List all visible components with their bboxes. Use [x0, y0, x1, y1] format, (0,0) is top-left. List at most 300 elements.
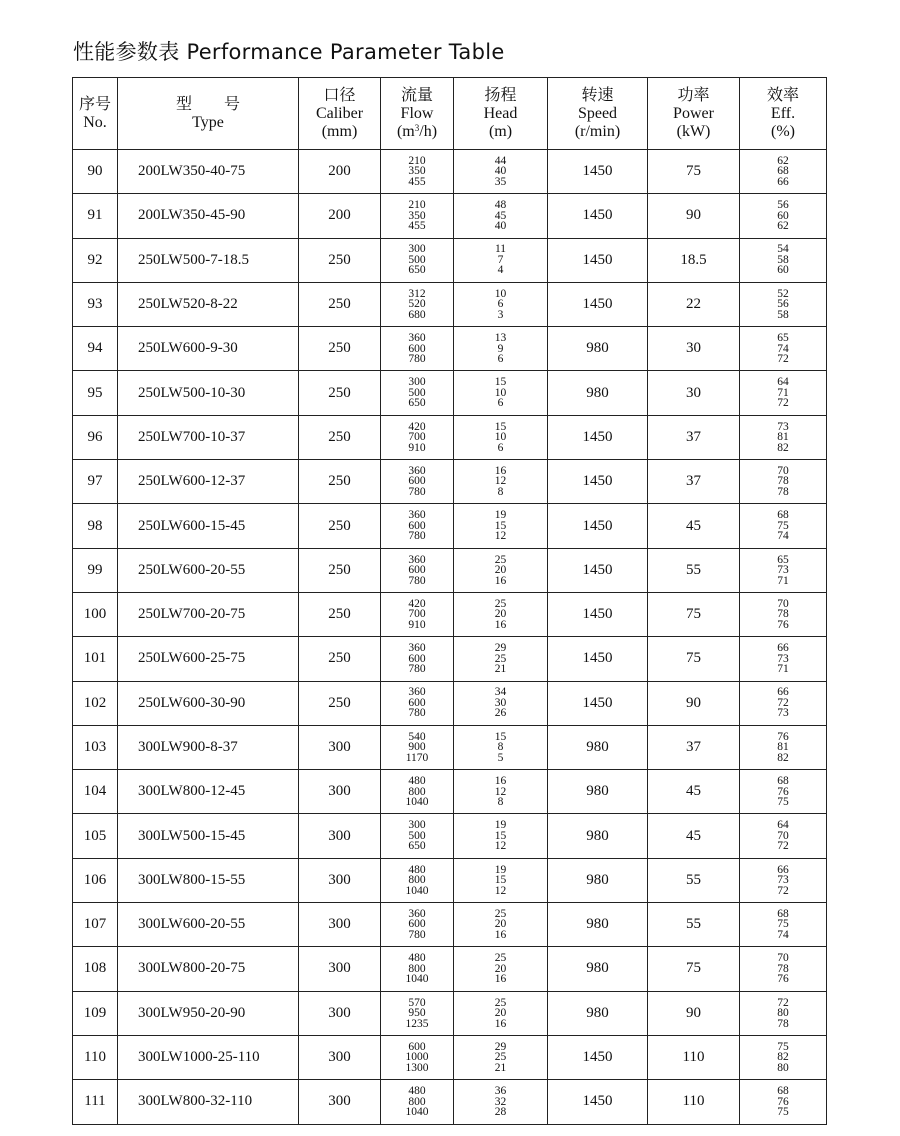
table-row — [73, 903, 827, 947]
cell-eff — [740, 1035, 827, 1079]
cell-speed: 1450 — [548, 460, 648, 504]
header-row — [73, 78, 827, 150]
cell-head-value: 10 — [494, 431, 507, 444]
cell-power: 90 — [648, 194, 740, 238]
table-row — [73, 504, 827, 548]
page-title: 性能参数表 Performance Parameter Table — [73, 40, 505, 64]
cell-caliber: 250 — [299, 592, 381, 636]
cell-flow-value: 350 — [408, 209, 426, 222]
cell-flow-value: 1300 — [405, 1061, 429, 1074]
cell-flow — [381, 371, 454, 415]
cell-head-value: 21 — [494, 1061, 507, 1074]
cell-no: 103 — [73, 725, 118, 769]
cell-eff — [740, 548, 827, 592]
cell-eff-value: 71 — [777, 663, 789, 676]
cell-speed: 980 — [548, 770, 648, 814]
cell-head — [454, 592, 548, 636]
cell-head-value: 25 — [494, 652, 507, 665]
cell-head-value: 8 — [497, 485, 504, 498]
cell-head-value: 12 — [494, 530, 507, 543]
cell-flow-value: 455 — [408, 220, 426, 233]
cell-caliber: 300 — [299, 858, 381, 902]
cell-eff — [740, 858, 827, 902]
cell-head-value: 19 — [494, 863, 507, 876]
cell-caliber: 250 — [299, 460, 381, 504]
cell-power: 90 — [648, 681, 740, 725]
cell-flow — [381, 858, 454, 902]
cell-eff-value: 62 — [777, 220, 789, 233]
cell-head-value: 4 — [497, 264, 504, 277]
cell-head — [454, 681, 548, 725]
cell-flow-value: 360 — [408, 642, 426, 655]
cell-flow-value: 780 — [408, 928, 426, 941]
cell-type: 200LW350-40-75 — [118, 150, 299, 194]
cell-head-value: 20 — [494, 918, 507, 931]
cell-head — [454, 238, 548, 282]
cell-eff-value: 58 — [777, 308, 789, 321]
cell-eff-value: 76 — [777, 730, 789, 743]
cell-head-value: 16 — [494, 464, 507, 477]
cell-flow-value: 900 — [408, 741, 426, 754]
cell-flow-value: 500 — [408, 829, 426, 842]
cell-eff — [740, 903, 827, 947]
cell-head-value: 16 — [494, 618, 507, 631]
cell-flow-value: 1040 — [405, 1106, 429, 1119]
cell-power: 30 — [648, 371, 740, 415]
cell-head-value: 8 — [497, 741, 504, 754]
cell-head-value: 12 — [494, 884, 507, 897]
cell-eff — [740, 415, 827, 459]
cell-caliber: 300 — [299, 991, 381, 1035]
cell-power: 110 — [648, 1080, 740, 1124]
cell-no: 109 — [73, 991, 118, 1035]
cell-head-value: 20 — [494, 1007, 507, 1020]
cell-type: 250LW600-9-30 — [118, 327, 299, 371]
cell-eff-value: 65 — [777, 332, 789, 345]
cell-caliber: 300 — [299, 725, 381, 769]
cell-flow-value: 600 — [408, 1040, 426, 1053]
cell-eff-value: 76 — [777, 785, 789, 798]
cell-flow — [381, 637, 454, 681]
cell-type: 250LW600-25-75 — [118, 637, 299, 681]
cell-eff-value: 60 — [777, 264, 789, 277]
header-eff: 效率 Eff. (%) — [740, 78, 827, 150]
cell-head-value: 16 — [494, 928, 507, 941]
cell-type: 250LW700-20-75 — [118, 592, 299, 636]
cell-caliber: 200 — [299, 194, 381, 238]
cell-head-value: 12 — [494, 785, 507, 798]
cell-eff — [740, 371, 827, 415]
cell-flow-value: 210 — [408, 199, 426, 212]
cell-head-value: 48 — [494, 199, 507, 212]
cell-eff-value: 70 — [777, 952, 789, 965]
cell-type: 250LW600-20-55 — [118, 548, 299, 592]
cell-type: 300LW900-8-37 — [118, 725, 299, 769]
cell-speed: 1450 — [548, 1080, 648, 1124]
cell-eff-value: 72 — [777, 884, 789, 897]
cell-eff-value: 72 — [777, 353, 789, 366]
cell-caliber: 300 — [299, 903, 381, 947]
cell-head-value: 12 — [494, 475, 507, 488]
cell-head — [454, 194, 548, 238]
cell-type: 200LW350-45-90 — [118, 194, 299, 238]
cell-head-value: 3 — [497, 308, 504, 321]
cell-power: 37 — [648, 460, 740, 504]
cell-head-value: 20 — [494, 608, 507, 621]
cell-head-value: 40 — [494, 165, 507, 178]
cell-no: 108 — [73, 947, 118, 991]
cell-head — [454, 327, 548, 371]
cell-head-value: 32 — [494, 1095, 507, 1108]
cell-caliber: 250 — [299, 548, 381, 592]
cell-type: 250LW600-30-90 — [118, 681, 299, 725]
cell-eff-value: 68 — [777, 907, 789, 920]
cell-head-value: 28 — [494, 1106, 507, 1119]
cell-power: 55 — [648, 903, 740, 947]
cell-no: 101 — [73, 637, 118, 681]
cell-eff-value: 75 — [777, 519, 789, 532]
table-row — [73, 415, 827, 459]
header-speed: 转速 Speed (r/min) — [548, 78, 648, 150]
cell-eff-value: 56 — [777, 298, 789, 311]
cell-caliber: 300 — [299, 1080, 381, 1124]
cell-eff-value: 70 — [777, 464, 789, 477]
cell-eff-value: 71 — [777, 386, 789, 399]
cell-head-value: 25 — [494, 907, 507, 920]
cell-speed: 980 — [548, 371, 648, 415]
cell-eff — [740, 991, 827, 1035]
cell-head-value: 25 — [494, 996, 507, 1009]
cell-eff-value: 82 — [777, 1051, 789, 1064]
cell-flow — [381, 1080, 454, 1124]
cell-speed: 1450 — [548, 592, 648, 636]
cell-no: 94 — [73, 327, 118, 371]
cell-power: 75 — [648, 637, 740, 681]
cell-eff-value: 64 — [777, 819, 789, 832]
cell-eff-value: 76 — [777, 618, 789, 631]
cell-eff-value: 78 — [777, 962, 789, 975]
cell-no: 102 — [73, 681, 118, 725]
cell-head — [454, 548, 548, 592]
table-row — [73, 991, 827, 1035]
cell-flow-value: 650 — [408, 397, 426, 410]
cell-eff-value: 58 — [777, 253, 789, 266]
cell-head-value: 25 — [494, 952, 507, 965]
cell-eff-value: 65 — [777, 553, 789, 566]
cell-eff — [740, 282, 827, 326]
cell-caliber: 300 — [299, 947, 381, 991]
cell-head-value: 35 — [494, 175, 507, 188]
cell-eff-value: 78 — [777, 475, 789, 488]
cell-no: 104 — [73, 770, 118, 814]
cell-eff-value: 52 — [777, 287, 789, 300]
cell-flow-value: 800 — [408, 785, 426, 798]
cell-eff-value: 68 — [777, 509, 789, 522]
cell-flow — [381, 770, 454, 814]
cell-eff-value: 72 — [777, 996, 789, 1009]
cell-flow-value: 480 — [408, 1085, 426, 1098]
cell-eff-value: 81 — [777, 741, 789, 754]
cell-speed: 1450 — [548, 150, 648, 194]
cell-eff-value: 78 — [777, 1017, 789, 1030]
cell-flow — [381, 947, 454, 991]
cell-no: 110 — [73, 1035, 118, 1079]
cell-eff-value: 76 — [777, 973, 789, 986]
cell-speed: 1450 — [548, 415, 648, 459]
cell-eff-value: 75 — [777, 1040, 789, 1053]
cell-eff-value: 62 — [777, 154, 789, 167]
table-body — [73, 150, 827, 1125]
cell-flow-value: 300 — [408, 376, 426, 389]
cell-eff — [740, 150, 827, 194]
cell-speed: 1450 — [548, 637, 648, 681]
cell-eff-value: 54 — [777, 243, 789, 256]
cell-flow-value: 1170 — [405, 751, 429, 764]
cell-eff-value: 70 — [777, 829, 789, 842]
cell-caliber: 250 — [299, 282, 381, 326]
cell-speed: 1450 — [548, 238, 648, 282]
cell-flow — [381, 1035, 454, 1079]
cell-flow-value: 1000 — [405, 1051, 429, 1064]
cell-eff — [740, 947, 827, 991]
cell-flow-value: 800 — [408, 874, 426, 887]
cell-flow-value: 780 — [408, 707, 426, 720]
table-row — [73, 194, 827, 238]
cell-flow-value: 600 — [408, 696, 426, 709]
cell-flow-value: 780 — [408, 530, 426, 543]
cell-eff-value: 73 — [777, 707, 789, 720]
cell-flow-value: 300 — [408, 243, 426, 256]
cell-head-value: 40 — [494, 220, 507, 233]
cell-eff-value: 72 — [777, 840, 789, 853]
table-row — [73, 637, 827, 681]
cell-head-value: 16 — [494, 1017, 507, 1030]
cell-flow — [381, 504, 454, 548]
cell-head — [454, 504, 548, 548]
cell-head — [454, 991, 548, 1035]
cell-head-value: 15 — [494, 376, 507, 389]
cell-eff-value: 71 — [777, 574, 789, 587]
cell-head-value: 15 — [494, 730, 507, 743]
cell-no: 97 — [73, 460, 118, 504]
cell-flow-value: 600 — [408, 475, 426, 488]
cell-flow-value: 360 — [408, 464, 426, 477]
cell-head-value: 16 — [494, 775, 507, 788]
cell-flow — [381, 415, 454, 459]
cell-flow-value: 360 — [408, 686, 426, 699]
cell-flow-value: 600 — [408, 652, 426, 665]
cell-flow-value: 950 — [408, 1007, 426, 1020]
cell-power: 90 — [648, 991, 740, 1035]
cell-flow — [381, 903, 454, 947]
cell-flow-value: 350 — [408, 165, 426, 178]
cell-head — [454, 282, 548, 326]
cell-head-value: 12 — [494, 840, 507, 853]
cell-caliber: 250 — [299, 681, 381, 725]
cell-head — [454, 1035, 548, 1079]
cell-type: 250LW520-8-22 — [118, 282, 299, 326]
table-row — [73, 592, 827, 636]
cell-eff-value: 73 — [777, 420, 789, 433]
cell-flow-value: 500 — [408, 253, 426, 266]
cell-eff-value: 74 — [777, 342, 789, 355]
cell-head-value: 20 — [494, 564, 507, 577]
cell-type: 300LW600-20-55 — [118, 903, 299, 947]
cell-head-value: 6 — [497, 441, 504, 454]
cell-flow-value: 1040 — [405, 884, 429, 897]
cell-eff-value: 73 — [777, 874, 789, 887]
cell-eff — [740, 725, 827, 769]
table-row — [73, 814, 827, 858]
header-caliber: 口径 Caliber (mm) — [299, 78, 381, 150]
cell-caliber: 250 — [299, 238, 381, 282]
cell-head-value: 15 — [494, 874, 507, 887]
cell-eff — [740, 504, 827, 548]
cell-head-value: 19 — [494, 819, 507, 832]
table-row — [73, 238, 827, 282]
cell-eff-value: 66 — [777, 175, 789, 188]
table-row — [73, 150, 827, 194]
cell-no: 95 — [73, 371, 118, 415]
cell-head-value: 20 — [494, 962, 507, 975]
cell-flow-value: 780 — [408, 485, 426, 498]
cell-flow-value: 650 — [408, 264, 426, 277]
cell-eff — [740, 327, 827, 371]
cell-flow-value: 910 — [408, 441, 426, 454]
table-row — [73, 1080, 827, 1124]
cell-eff-value: 80 — [777, 1007, 789, 1020]
cell-flow-value: 780 — [408, 663, 426, 676]
cell-flow-value: 420 — [408, 597, 426, 610]
cell-flow — [381, 681, 454, 725]
cell-flow-value: 800 — [408, 1095, 426, 1108]
cell-head-value: 15 — [494, 420, 507, 433]
cell-head-value: 11 — [494, 243, 507, 256]
cell-flow-value: 520 — [408, 298, 426, 311]
cell-flow — [381, 592, 454, 636]
cell-caliber: 250 — [299, 637, 381, 681]
table-row — [73, 460, 827, 504]
cell-speed: 1450 — [548, 681, 648, 725]
cell-head-value: 8 — [497, 796, 504, 809]
cell-eff — [740, 770, 827, 814]
table-row — [73, 371, 827, 415]
table-row — [73, 947, 827, 991]
cell-head-value: 9 — [497, 342, 504, 355]
cell-flow-value: 910 — [408, 618, 426, 631]
cell-head — [454, 150, 548, 194]
cell-flow-value: 480 — [408, 863, 426, 876]
cell-eff-value: 76 — [777, 1095, 789, 1108]
cell-flow-value: 600 — [408, 918, 426, 931]
cell-eff — [740, 1080, 827, 1124]
header-no: 序号 No. — [73, 78, 118, 150]
cell-caliber: 300 — [299, 814, 381, 858]
cell-power: 45 — [648, 504, 740, 548]
cell-power: 75 — [648, 947, 740, 991]
cell-flow-value: 1040 — [405, 973, 429, 986]
cell-eff-value: 82 — [777, 441, 789, 454]
cell-flow-value: 600 — [408, 519, 426, 532]
cell-power: 45 — [648, 770, 740, 814]
cell-head — [454, 460, 548, 504]
cell-head-value: 25 — [494, 597, 507, 610]
cell-caliber: 300 — [299, 770, 381, 814]
cell-flow-value: 360 — [408, 332, 426, 345]
cell-no: 98 — [73, 504, 118, 548]
cell-caliber: 250 — [299, 504, 381, 548]
cell-flow-value: 600 — [408, 342, 426, 355]
cell-head-value: 15 — [494, 519, 507, 532]
cell-head-value: 44 — [494, 154, 507, 167]
table-row — [73, 858, 827, 902]
cell-flow-value: 1235 — [405, 1017, 429, 1030]
cell-speed: 1450 — [548, 282, 648, 326]
cell-no: 90 — [73, 150, 118, 194]
cell-flow — [381, 150, 454, 194]
cell-head-value: 34 — [494, 686, 507, 699]
cell-power: 37 — [648, 725, 740, 769]
cell-head-value: 29 — [494, 642, 507, 655]
cell-head — [454, 725, 548, 769]
cell-eff-value: 78 — [777, 485, 789, 498]
cell-eff — [740, 814, 827, 858]
cell-speed: 1450 — [548, 1035, 648, 1079]
cell-eff-value: 75 — [777, 918, 789, 931]
cell-flow-value: 540 — [408, 730, 426, 743]
cell-head — [454, 947, 548, 991]
table-row — [73, 1035, 827, 1079]
cell-head — [454, 1080, 548, 1124]
cell-flow-value: 500 — [408, 386, 426, 399]
cell-eff-value: 68 — [777, 1085, 789, 1098]
cell-head — [454, 814, 548, 858]
cell-flow — [381, 460, 454, 504]
cell-flow-value: 800 — [408, 962, 426, 975]
cell-eff — [740, 637, 827, 681]
cell-flow — [381, 238, 454, 282]
cell-power: 37 — [648, 415, 740, 459]
cell-power: 110 — [648, 1035, 740, 1079]
cell-type: 250LW600-12-37 — [118, 460, 299, 504]
cell-flow-value: 700 — [408, 608, 426, 621]
cell-head-value: 15 — [494, 829, 507, 842]
cell-head-value: 25 — [494, 553, 507, 566]
cell-flow — [381, 991, 454, 1035]
cell-flow-value: 700 — [408, 431, 426, 444]
cell-no: 105 — [73, 814, 118, 858]
cell-head-value: 25 — [494, 1051, 507, 1064]
cell-power: 75 — [648, 592, 740, 636]
cell-head-value: 16 — [494, 574, 507, 587]
cell-head-value: 13 — [494, 332, 507, 345]
cell-no: 111 — [73, 1080, 118, 1124]
cell-eff-value: 73 — [777, 652, 789, 665]
cell-type: 300LW800-15-55 — [118, 858, 299, 902]
header-head: 扬程 Head (m) — [454, 78, 548, 150]
cell-speed: 1450 — [548, 504, 648, 548]
cell-flow-value: 360 — [408, 509, 426, 522]
cell-head-value: 45 — [494, 209, 507, 222]
cell-eff-value: 75 — [777, 1106, 789, 1119]
cell-head-value: 29 — [494, 1040, 507, 1053]
cell-speed: 980 — [548, 903, 648, 947]
cell-eff-value: 66 — [777, 642, 789, 655]
cell-caliber: 300 — [299, 1035, 381, 1079]
cell-no: 93 — [73, 282, 118, 326]
performance-parameter-table — [72, 77, 827, 1125]
cell-eff — [740, 460, 827, 504]
